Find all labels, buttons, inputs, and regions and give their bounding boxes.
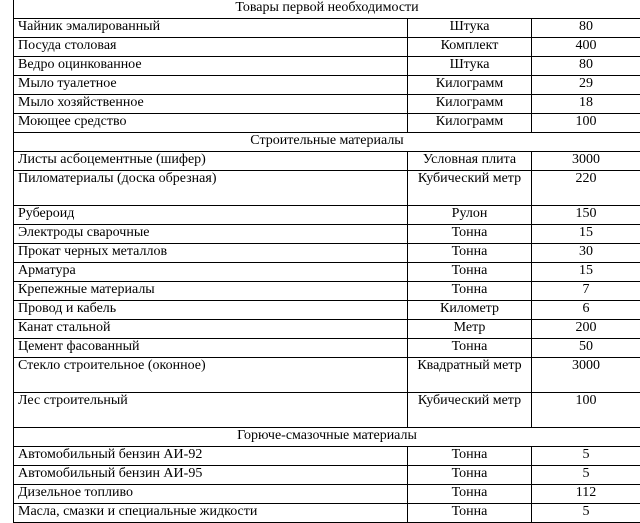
item-quantity: 5: [532, 466, 640, 485]
item-unit: Тонна: [408, 244, 532, 263]
section-header-row: [14, 428, 640, 447]
item-unit: Штука: [408, 57, 532, 76]
item-name: Электроды сварочные: [14, 225, 408, 244]
item-quantity: 3000: [532, 152, 640, 171]
item-quantity: 150: [532, 206, 640, 225]
supplies-table: [13, 0, 640, 523]
item-quantity: 100: [532, 114, 640, 133]
item-quantity: 200: [532, 320, 640, 339]
table-row: [14, 358, 640, 393]
item-name: Мыло туалетное: [14, 76, 408, 95]
item-unit: Тонна: [408, 282, 532, 301]
item-name: Мыло хозяйственное: [14, 95, 408, 114]
item-name: Моющее средство: [14, 114, 408, 133]
item-unit: Метр: [408, 320, 532, 339]
section-title: Товары первой необходимости: [14, 0, 640, 19]
item-unit: Штука: [408, 19, 532, 38]
item-name: Крепежные материалы: [14, 282, 408, 301]
table-row: [14, 447, 640, 466]
item-unit: Килограмм: [408, 76, 532, 95]
item-name: Автомобильный бензин АИ-95: [14, 466, 408, 485]
item-quantity: 15: [532, 225, 640, 244]
item-name: Канат стальной: [14, 320, 408, 339]
table-row: [14, 76, 640, 95]
item-unit: Тонна: [408, 447, 532, 466]
section-header-row: [14, 0, 640, 19]
table-row: [14, 225, 640, 244]
item-name: Арматура: [14, 263, 408, 282]
item-name: Дизельное топливо: [14, 485, 408, 504]
table-row: [14, 57, 640, 76]
table-row: [14, 263, 640, 282]
table-row: [14, 320, 640, 339]
item-unit: Тонна: [408, 466, 532, 485]
item-unit: Тонна: [408, 225, 532, 244]
section-header-row: [14, 133, 640, 152]
item-quantity: 18: [532, 95, 640, 114]
item-quantity: 29: [532, 76, 640, 95]
item-name: Пиломатериалы (доска обрезная): [14, 171, 408, 206]
item-name: Посуда столовая: [14, 38, 408, 57]
table-row: [14, 393, 640, 428]
item-quantity: 5: [532, 447, 640, 466]
item-unit: Комплект: [408, 38, 532, 57]
table-row: [14, 19, 640, 38]
item-name: Рубероид: [14, 206, 408, 225]
item-unit: Квадратный метр: [408, 358, 532, 393]
item-unit: Километр: [408, 301, 532, 320]
item-unit: Условная плита: [408, 152, 532, 171]
item-quantity: 50: [532, 339, 640, 358]
item-quantity: 15: [532, 263, 640, 282]
item-unit: Килограмм: [408, 114, 532, 133]
item-unit: Килограмм: [408, 95, 532, 114]
item-quantity: 220: [532, 171, 640, 206]
item-quantity: 400: [532, 38, 640, 57]
item-name: Провод и кабель: [14, 301, 408, 320]
table-row: [14, 244, 640, 263]
item-name: Масла, смазки и специальные жидкости: [14, 504, 408, 523]
item-name: Прокат черных металлов: [14, 244, 408, 263]
item-name: Автомобильный бензин АИ-92: [14, 447, 408, 466]
table-row: [14, 114, 640, 133]
item-unit: Тонна: [408, 504, 532, 523]
item-quantity: 7: [532, 282, 640, 301]
table-row: [14, 171, 640, 206]
item-name: Стекло строительное (оконное): [14, 358, 408, 393]
section-title: Горюче-смазочные материалы: [14, 428, 640, 447]
item-quantity: 30: [532, 244, 640, 263]
item-unit: Кубический метр: [408, 171, 532, 206]
item-quantity: 80: [532, 19, 640, 38]
table-row: [14, 485, 640, 504]
table-row: [14, 504, 640, 523]
item-name: Чайник эмалированный: [14, 19, 408, 38]
item-unit: Рулон: [408, 206, 532, 225]
item-quantity: 80: [532, 57, 640, 76]
table-row: [14, 38, 640, 57]
item-unit: Тонна: [408, 339, 532, 358]
item-name: Листы асбоцементные (шифер): [14, 152, 408, 171]
item-name: Лес строительный: [14, 393, 408, 428]
item-quantity: 5: [532, 504, 640, 523]
item-name: Ведро оцинкованное: [14, 57, 408, 76]
item-quantity: 100: [532, 393, 640, 428]
table-row: [14, 152, 640, 171]
item-unit: Тонна: [408, 263, 532, 282]
table-row: [14, 339, 640, 358]
table-row: [14, 301, 640, 320]
item-quantity: 6: [532, 301, 640, 320]
table-row: [14, 95, 640, 114]
item-quantity: 3000: [532, 358, 640, 393]
item-name: Цемент фасованный: [14, 339, 408, 358]
table-row: [14, 282, 640, 301]
item-unit: Тонна: [408, 485, 532, 504]
item-quantity: 112: [532, 485, 640, 504]
table-row: [14, 206, 640, 225]
section-title: Строительные материалы: [14, 133, 640, 152]
item-unit: Кубический метр: [408, 393, 532, 428]
table-row: [14, 466, 640, 485]
supplies-table-body: [14, 0, 640, 523]
